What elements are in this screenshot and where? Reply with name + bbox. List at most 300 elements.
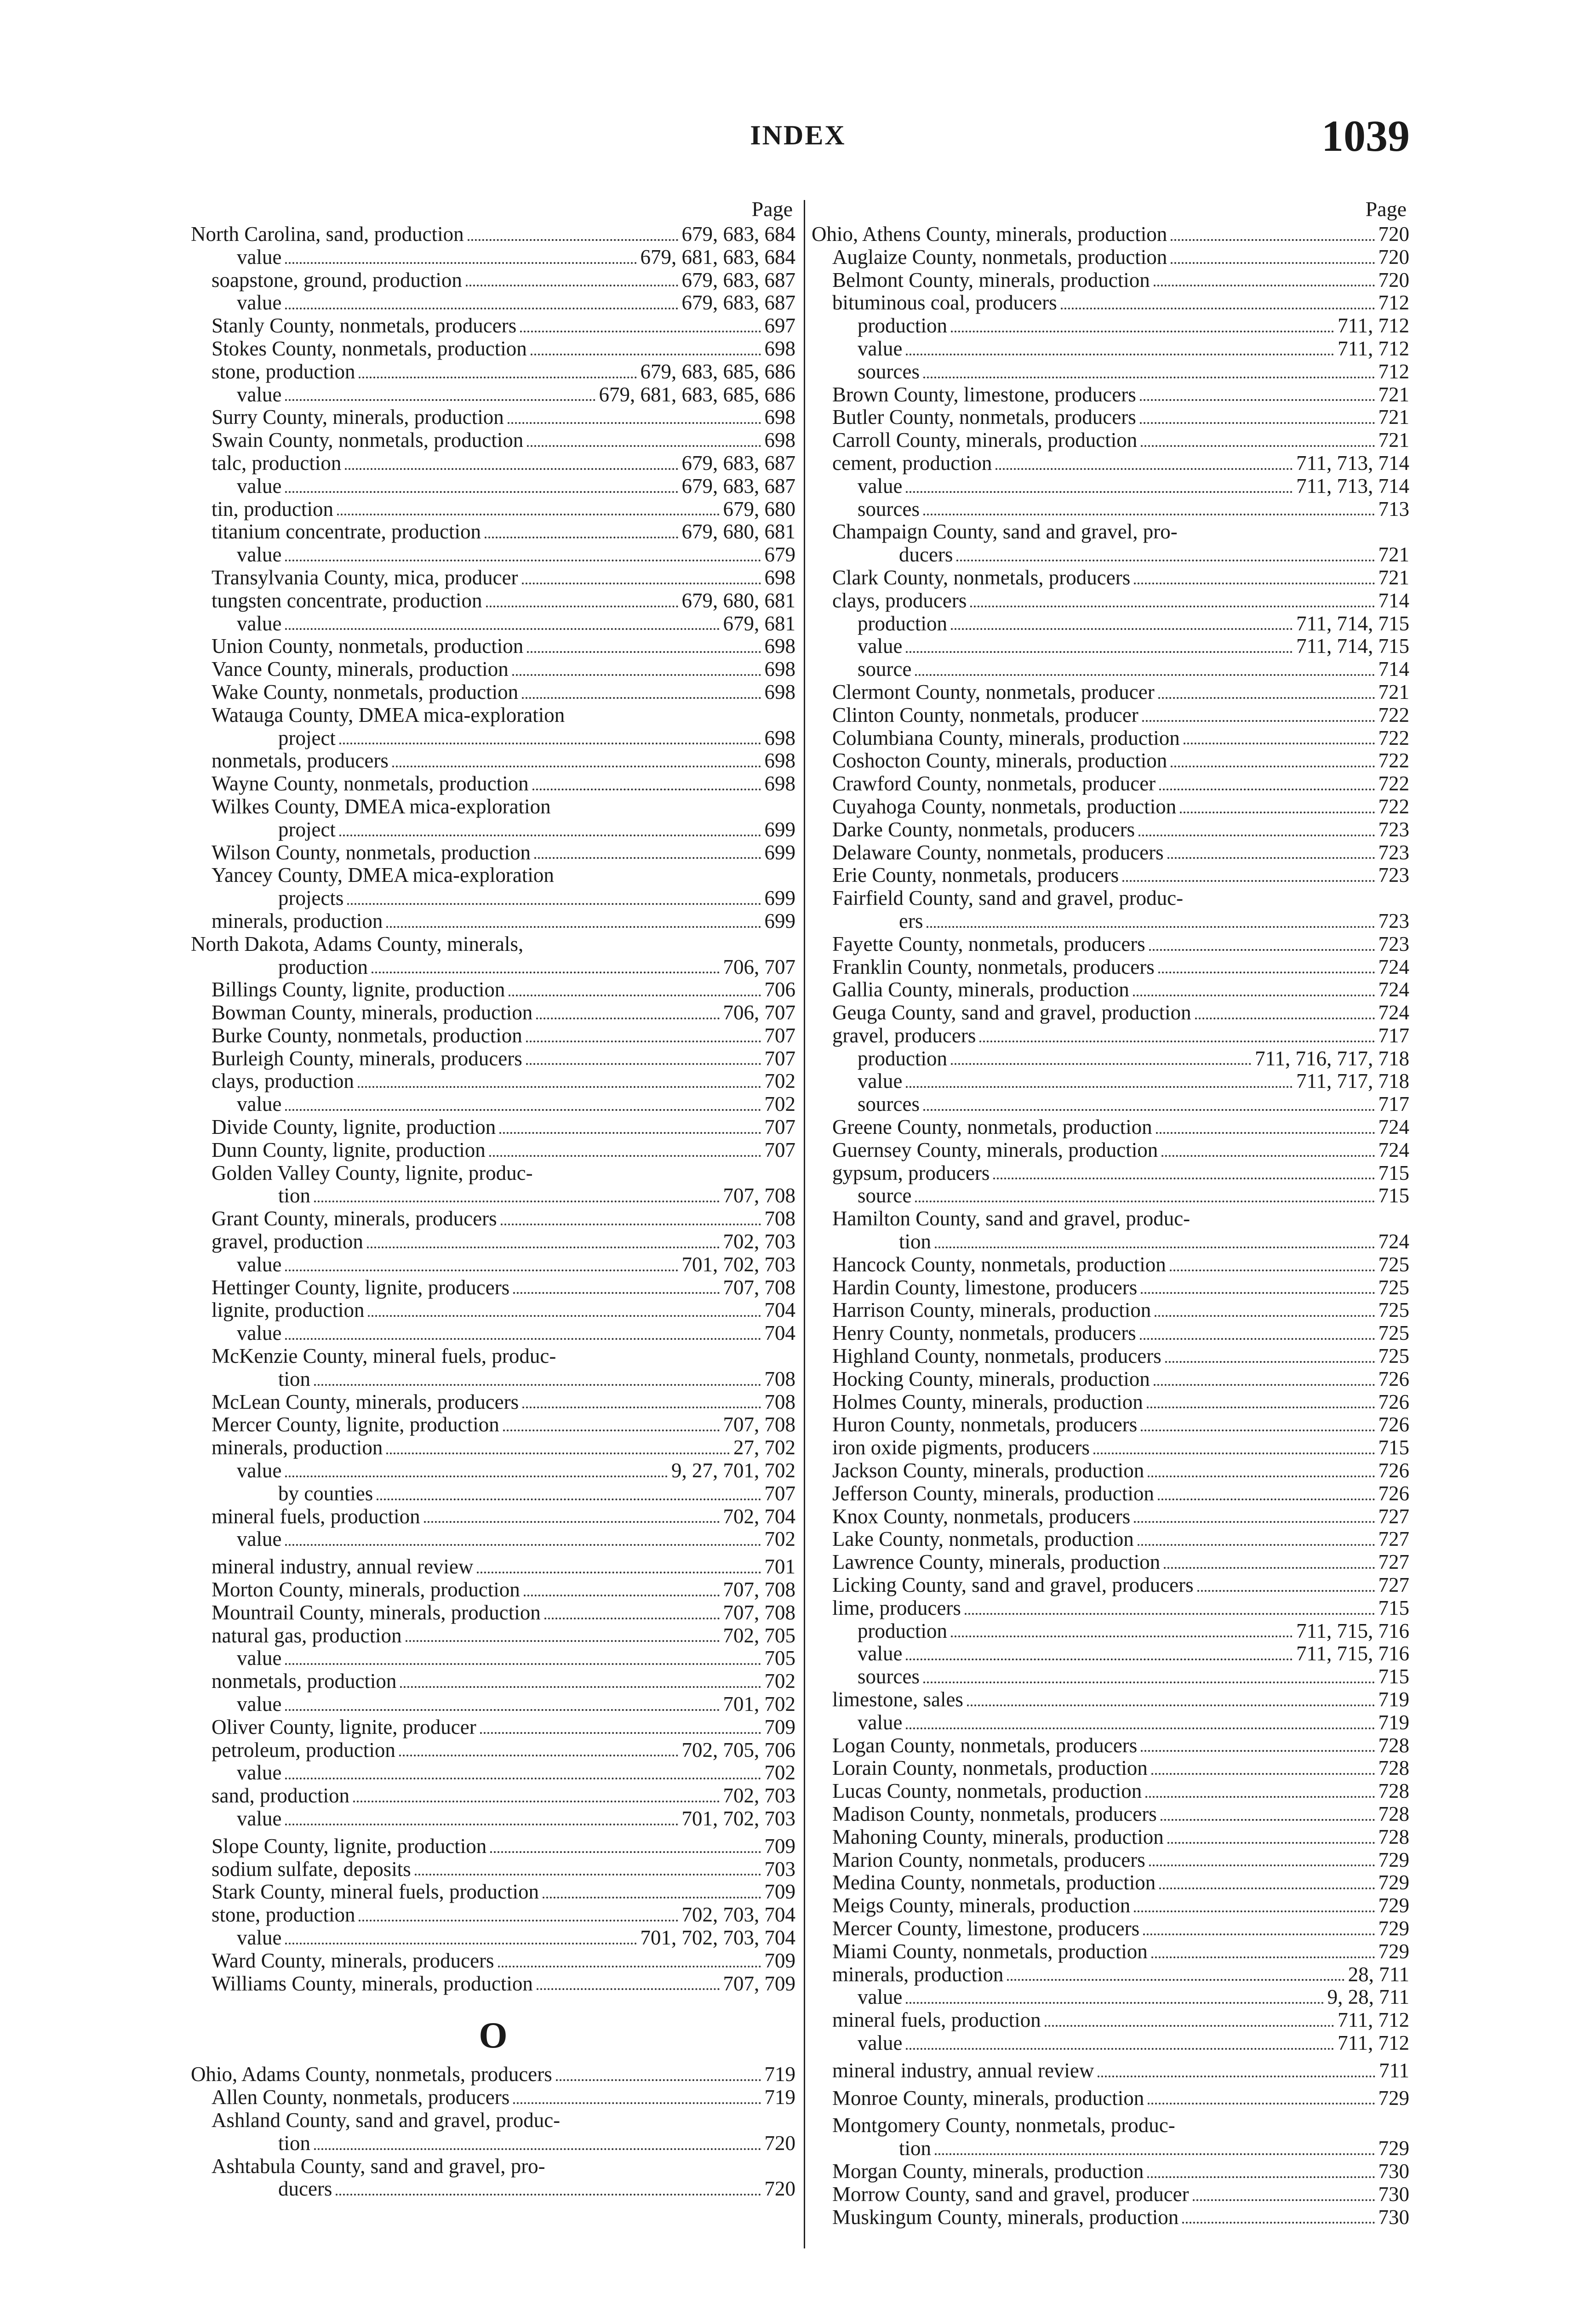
index-entry-line (812, 1963, 1409, 1986)
dot-leader (923, 377, 1375, 378)
entry-text: Swain County, nonmetals, production (212, 429, 524, 452)
entry-text: Burleigh County, minerals, producers (212, 1047, 522, 1070)
entry-text: Cuyahoga County, nonmetals, production (832, 795, 1177, 818)
dot-leader (993, 1178, 1374, 1179)
entry-text: Mountrail County, minerals, production (212, 1601, 541, 1624)
index-entry (812, 1826, 1409, 1849)
index-entry (812, 1139, 1409, 1162)
index-entry-line (191, 956, 795, 979)
index-entry (812, 1070, 1409, 1093)
dot-leader (503, 1430, 720, 1431)
page-reference: 679 (764, 543, 795, 566)
index-entry (191, 246, 795, 269)
page-reference: 702 (764, 1527, 795, 1551)
index-entry-line (812, 1001, 1409, 1024)
page-reference: 730 (1378, 2159, 1409, 2183)
index-entry-line (812, 1986, 1409, 2009)
entry-text: value (237, 383, 282, 406)
index-entry (812, 2009, 1409, 2032)
index-entry (812, 1047, 1409, 1070)
index-entry-line (191, 1739, 795, 1762)
page-reference: 728 (1378, 1825, 1409, 1848)
entry-text: production (278, 955, 368, 978)
page-reference: 728 (1378, 1733, 1409, 1757)
index-entry-line (191, 452, 795, 475)
entry-text: Bowman County, minerals, production (212, 1001, 533, 1024)
entry-text: Stanly County, nonmetals, producers (212, 314, 517, 337)
index-entry (191, 1950, 795, 1973)
index-entry (812, 337, 1409, 360)
dot-leader (367, 1247, 720, 1248)
index-entry (191, 1436, 795, 1459)
entry-text: McLean County, minerals, producers (212, 1390, 519, 1413)
entry-text: Lawrence County, minerals, production (832, 1550, 1161, 1574)
index-entry (812, 612, 1409, 635)
dot-leader (1141, 1430, 1374, 1431)
dot-leader (951, 1063, 1251, 1065)
page-reference: 711, 712 (1338, 314, 1409, 337)
index-entry-line (191, 1024, 795, 1047)
page-reference: 711, 713, 714 (1296, 474, 1409, 498)
dot-leader (285, 1943, 636, 1944)
index-entry-line (191, 1858, 795, 1881)
page-reference: 719 (1378, 1688, 1409, 1711)
index-entry (191, 1739, 795, 1762)
entry-text: Hardin County, limestone, producers (832, 1275, 1138, 1299)
entry-text: value (237, 1647, 282, 1670)
dot-leader (424, 1521, 720, 1523)
index-entry (812, 360, 1409, 383)
entry-text: Ashland County, sand and gravel, produc- (212, 2108, 561, 2132)
dot-leader (399, 1755, 678, 1756)
index-entry (812, 818, 1409, 841)
entry-text: Champaign County, sand and gravel, pro- (832, 520, 1178, 543)
index-entry-line (812, 1642, 1409, 1665)
entry-text: McKenzie County, mineral fuels, produc- (212, 1344, 556, 1368)
index-entry-line (191, 1116, 795, 1139)
index-entry (191, 1601, 795, 1624)
dot-leader (359, 377, 636, 378)
entry-text: Carroll County, minerals, production (832, 429, 1138, 452)
page-reference: 707, 708 (723, 1184, 795, 1207)
entry-text: Grant County, minerals, producers (212, 1207, 497, 1230)
entry-text: Stark County, mineral fuels, production (212, 1880, 539, 1904)
entry-text: value (858, 1069, 903, 1093)
index-entry-line (191, 1391, 795, 1414)
index-entry-line (191, 1624, 795, 1647)
index-entry (191, 1556, 795, 1578)
index-entry-line (812, 1047, 1409, 1070)
page-reference: 729 (1378, 1848, 1409, 1871)
dot-leader (522, 1407, 761, 1408)
entry-text: gypsum, producers (832, 1161, 990, 1184)
index-entry (191, 1528, 795, 1551)
entry-text: Mercer County, lignite, production (212, 1413, 499, 1436)
dot-leader (337, 514, 720, 515)
index-entry-line (191, 1184, 795, 1207)
index-entry (812, 1116, 1409, 1139)
index-entry-line (812, 1940, 1409, 1963)
page-reference: 729 (1378, 1916, 1409, 1940)
entry-text: Fairfield County, sand and gravel, produc- (832, 886, 1184, 910)
page-reference: 679, 681, 683, 685, 686 (599, 383, 795, 406)
entry-text: Lucas County, nonmetals, production (832, 1779, 1142, 1803)
index-entry-line (191, 1047, 795, 1070)
page-reference: 698 (764, 772, 795, 795)
index-entry (812, 1368, 1409, 1391)
entry-text: Butler County, nonmetals, producers (832, 406, 1136, 429)
entry-text: Clinton County, nonmetals, producer (832, 703, 1138, 726)
page-reference: 722 (1378, 795, 1409, 818)
entry-text: Ohio, Adams County, nonmetals, producers (191, 2063, 552, 2086)
entry-text: Surry County, minerals, production (212, 406, 504, 429)
page-reference: 698 (764, 658, 795, 681)
entry-text: Mercer County, limestone, producers (832, 1916, 1140, 1940)
column-divider (804, 200, 805, 2248)
dot-leader (468, 239, 678, 241)
index-entry (191, 1116, 795, 1139)
entry-text: gravel, producers (832, 1024, 976, 1047)
index-entry (191, 1001, 795, 1024)
dot-leader (499, 1132, 761, 1134)
dot-leader (1171, 239, 1374, 241)
entry-text: Wake County, nonmetals, production (212, 680, 519, 703)
index-entry (812, 1413, 1409, 1436)
index-entry (812, 520, 1409, 566)
index-entry-line (191, 1459, 795, 1482)
page-reference: 707 (764, 1115, 795, 1139)
index-entry-line (812, 2087, 1409, 2110)
entry-text: iron oxide pigments, producers (832, 1436, 1090, 1459)
index-entry-line (812, 406, 1409, 429)
dot-leader (1148, 2103, 1374, 2105)
dot-leader (1140, 422, 1375, 424)
page-reference: 721 (1378, 680, 1409, 703)
entry-text: lime, producers (832, 1596, 961, 1619)
page-reference: 724 (1378, 1230, 1409, 1253)
page-reference: 698 (764, 429, 795, 452)
index-entry (191, 292, 795, 315)
page-reference: 722 (1378, 703, 1409, 726)
index-entry (191, 658, 795, 681)
index-entry (812, 864, 1409, 887)
dot-leader (1134, 583, 1374, 584)
index-entry (191, 1647, 795, 1670)
index-entry (191, 223, 795, 246)
index-entry-line (191, 589, 795, 612)
index-list (191, 223, 795, 1995)
index-entry (812, 1528, 1409, 1551)
index-entry (191, 1276, 795, 1299)
entry-text: Franklin County, nonmetals, producers (832, 955, 1155, 978)
entry-text: lignite, production (212, 1298, 365, 1322)
entry-text: Lorain County, nonmetals, production (832, 1756, 1148, 1780)
entry-text: Ashtabula County, sand and gravel, pro- (212, 2154, 545, 2178)
entry-text: Ohio, Athens County, minerals, production (812, 223, 1167, 246)
page-reference: 720 (764, 2177, 795, 2201)
dot-leader (1141, 445, 1374, 447)
index-entry (191, 520, 795, 543)
entry-text: source (858, 658, 912, 681)
index-entry-line (812, 2032, 1409, 2055)
entry-text: Wayne County, nonmetals, production (212, 772, 529, 795)
index-entry (191, 589, 795, 612)
index-entry-line (191, 1784, 795, 1807)
index-entry (812, 475, 1409, 498)
index-entry (812, 383, 1409, 406)
page-reference: 698 (764, 566, 795, 589)
page-reference: 707, 708 (723, 1601, 795, 1624)
dot-leader (520, 331, 761, 332)
index-entry (191, 795, 795, 841)
index-list (191, 2063, 795, 2201)
index-entry (191, 1858, 795, 1881)
page-reference: 722 (1378, 772, 1409, 795)
index-entry-line (191, 292, 795, 315)
entry-text: Jackson County, minerals, production (832, 1459, 1144, 1482)
index-entry-line (812, 1665, 1409, 1688)
page-reference: 711, 712 (1338, 337, 1409, 360)
page-reference: 699 (764, 886, 795, 910)
page-reference: 708 (764, 1367, 795, 1390)
index-entry (812, 269, 1409, 292)
index-entry (812, 1482, 1409, 1505)
index-entry (191, 1207, 795, 1230)
dot-leader (1155, 1315, 1374, 1317)
entry-text: minerals, production (832, 1962, 1004, 1986)
index-entry-line (191, 223, 795, 246)
index-entry-line (812, 1322, 1409, 1345)
dot-leader (1149, 949, 1375, 951)
entry-text: Columbiana County, minerals, production (832, 726, 1180, 749)
dot-leader (285, 491, 678, 493)
page-reference: 707, 708 (723, 1275, 795, 1299)
entry-text: value (858, 2031, 903, 2054)
index-entry-line (812, 864, 1409, 887)
entry-text: Golden Valley County, lignite, produc- (212, 1161, 533, 1184)
entry-text: tion (278, 2131, 311, 2155)
dot-leader (386, 926, 761, 928)
index-entry-line (812, 1024, 1409, 1047)
index-entry (191, 2155, 795, 2201)
entry-text: natural gas, production (212, 1624, 402, 1647)
page-reference: 679, 683, 687 (681, 291, 795, 315)
index-entry-line (191, 1950, 795, 1973)
index-entry-line (812, 2059, 1409, 2082)
dot-leader (935, 2153, 1374, 2155)
page-reference: 715 (1378, 1161, 1409, 1184)
page-reference: 724 (1378, 1138, 1409, 1161)
dot-leader (526, 1063, 761, 1065)
dot-leader (915, 1201, 1374, 1202)
index-entry (191, 978, 795, 1001)
entry-text: Meigs County, minerals, production (832, 1894, 1131, 1917)
dot-leader (513, 1292, 719, 1294)
index-entry (191, 635, 795, 658)
index-entry (191, 1973, 795, 1996)
index-entry-line (812, 1826, 1409, 1849)
index-entry (812, 841, 1409, 864)
index-entry (191, 1299, 795, 1322)
index-entry (812, 315, 1409, 337)
index-entry-line (812, 1528, 1409, 1551)
page-reference: 727 (1378, 1550, 1409, 1574)
index-entry-line (812, 1505, 1409, 1528)
index-entry (812, 933, 1409, 956)
index-entry-line (191, 1716, 795, 1739)
dot-leader (906, 1727, 1374, 1729)
page-reference: 702, 703, 704 (681, 1903, 795, 1927)
index-entry-line (191, 1070, 795, 1093)
entry-text: Belmont County, minerals, production (832, 268, 1150, 292)
index-entry-line (812, 566, 1409, 589)
index-entry-line (191, 498, 795, 521)
page-reference: 698 (764, 749, 795, 772)
entry-text: North Carolina, sand, production (191, 223, 464, 246)
dot-leader (1147, 1407, 1375, 1408)
page-reference: 701, 702 (723, 1693, 795, 1716)
index-entry (191, 498, 795, 521)
index-entry (191, 933, 795, 979)
page-reference: 724 (1378, 1001, 1409, 1024)
index-entry-line (191, 543, 795, 566)
entry-text: Transylvania County, mica, producer (212, 566, 518, 589)
entry-text: sand, production (212, 1784, 349, 1807)
page-reference: 730 (1378, 2205, 1409, 2229)
entry-text: tion (899, 1230, 932, 1253)
entry-text: value (237, 1926, 282, 1949)
index-entry-line (812, 1894, 1409, 1917)
dot-leader (285, 1778, 761, 1779)
dot-leader (485, 537, 678, 538)
entry-text: North Dakota, Adams County, minerals, (191, 932, 524, 955)
entry-text: nonmetals, producers (212, 749, 389, 772)
index-entry-line (191, 612, 795, 635)
page-reference: 730 (1378, 2182, 1409, 2206)
dot-leader (967, 1704, 1375, 1706)
entry-text: Clermont County, nonmetals, producer (832, 680, 1155, 703)
entry-text: nonmetals, production (212, 1670, 397, 1693)
entry-text: Williams County, minerals, production (212, 1972, 533, 1995)
index-entry-line (812, 1780, 1409, 1803)
dot-leader (339, 743, 761, 744)
dot-leader (489, 1155, 761, 1157)
entry-text: projects (278, 886, 344, 910)
page-reference: 705 (764, 1647, 795, 1670)
page-reference: 728 (1378, 1779, 1409, 1803)
index-entry-line (812, 818, 1409, 841)
entry-text: value (237, 1092, 282, 1116)
index-entry-line (812, 452, 1409, 475)
index-entry-line (812, 543, 1409, 566)
index-entry (812, 1620, 1409, 1643)
page-reference: 712 (1378, 360, 1409, 383)
index-entry (191, 681, 795, 704)
index-entry (812, 452, 1409, 475)
dot-leader (285, 628, 719, 630)
page-reference: 721 (1378, 543, 1409, 566)
index-entry (812, 1665, 1409, 1688)
dot-leader (498, 1966, 761, 1967)
index-entry (812, 1551, 1409, 1574)
index-entry (191, 1482, 795, 1505)
page-reference: 729 (1378, 1894, 1409, 1917)
page-number: 1039 (1321, 111, 1410, 160)
index-entry (812, 1940, 1409, 1963)
index-entry (812, 2160, 1409, 2183)
index-entry (191, 1835, 795, 1858)
index-entry (812, 1688, 1409, 1711)
entry-text: Oliver County, lignite, producer (212, 1715, 476, 1739)
entry-text: Highland County, nonmetals, producers (832, 1344, 1161, 1368)
index-entry (812, 223, 1409, 246)
entry-text: Hancock County, nonmetals, production (832, 1252, 1166, 1276)
entry-text: Wilson County, nonmetals, production (212, 841, 531, 864)
entry-text: Billings County, lignite, production (212, 978, 505, 1001)
page-reference: 728 (1378, 1756, 1409, 1780)
page-reference: 679, 683, 684 (681, 223, 795, 246)
dot-leader (534, 857, 761, 859)
index-entry (191, 406, 795, 429)
dot-leader (1151, 1956, 1375, 1958)
entry-text: sources (858, 1665, 920, 1688)
index-entry (191, 1322, 795, 1345)
dot-leader (522, 697, 761, 699)
index-entry-line (812, 2137, 1409, 2160)
page-reference: 711, 714, 715 (1296, 612, 1409, 635)
entry-text: Divide County, lignite, production (212, 1115, 496, 1139)
page-reference: 709 (764, 1834, 795, 1858)
index-entry (191, 1578, 795, 1601)
page-reference: 698 (764, 337, 795, 360)
dot-leader (336, 2194, 761, 2196)
page-reference: 711, 713, 714 (1296, 451, 1409, 475)
index-entry-line (191, 2086, 795, 2109)
page-reference: 702 (764, 1761, 795, 1784)
dot-leader (1156, 1132, 1375, 1134)
index-entry-line (812, 1734, 1409, 1757)
dot-leader (536, 1018, 719, 1019)
dot-leader (951, 1636, 1293, 1637)
entry-text: tungsten concentrate, production (212, 589, 482, 612)
index-entry (191, 704, 795, 750)
page-reference: 723 (1378, 818, 1409, 841)
dot-leader (1138, 835, 1374, 836)
index-entry (812, 1162, 1409, 1185)
index-entry (812, 1299, 1409, 1322)
page-reference: 728 (1378, 1802, 1409, 1825)
entry-text: limestone, sales (832, 1688, 963, 1711)
dot-leader (1141, 1750, 1374, 1752)
dot-leader (347, 903, 761, 905)
index-entry-line (812, 1116, 1409, 1139)
index-entry (191, 772, 795, 795)
page-reference: 28, 711 (1348, 1962, 1409, 1986)
dot-leader (1182, 2222, 1374, 2224)
page-reference: 727 (1378, 1527, 1409, 1551)
entry-text: value (237, 543, 282, 566)
page-reference: 729 (1378, 2086, 1409, 2110)
dot-leader (480, 1732, 761, 1734)
index-entry-line (191, 772, 795, 795)
index-entry (191, 2086, 795, 2109)
dot-leader (1154, 285, 1375, 286)
dot-leader (1195, 1018, 1375, 1019)
index-entry-line (191, 1693, 795, 1716)
page-reference: 713 (1378, 497, 1409, 520)
index-entry-line (191, 910, 795, 933)
entry-text: production (858, 1047, 947, 1070)
